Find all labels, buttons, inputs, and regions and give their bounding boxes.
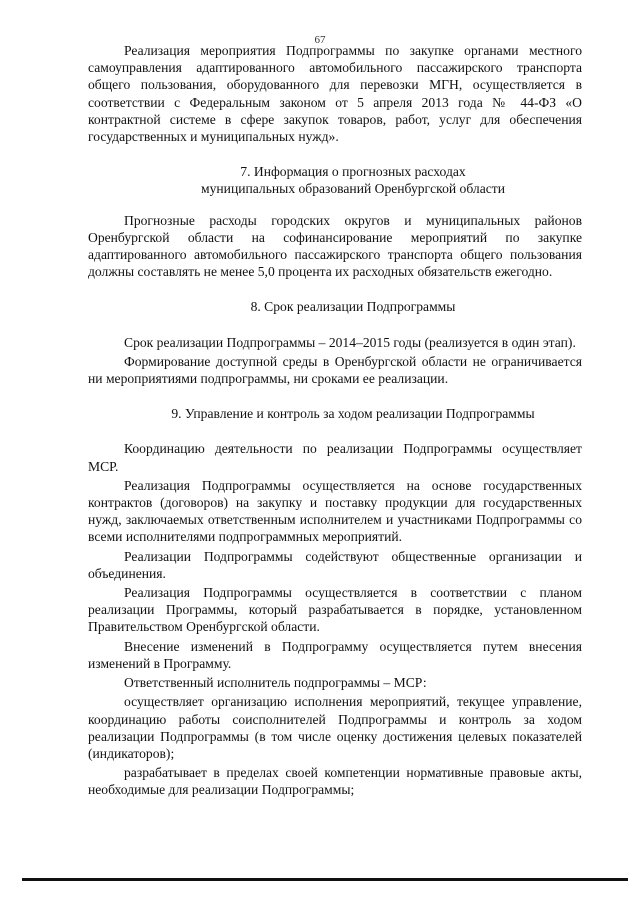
heading-line: 7. Информация о прогнозных расходах	[240, 164, 466, 180]
document-body	[88, 42, 582, 799]
paragraph: Прогнозные расходы городских округов и муниципальных районов Оренбургской области на софинансирование мероприятий по закупке адаптированного автомобильного пассажирского транспорта общего пользования должны составлять не менее 5,0 процента их расходных обязательств ежегодно.	[88, 212, 582, 280]
bottom-border-line	[22, 878, 628, 881]
paragraph: Формирование доступной среды в Оренбургской области не ограничивается ни мероприятиями подпрограммы, ни сроками ее реализации.	[88, 353, 582, 387]
paragraph: Реализация Подпрограммы осуществляется на основе государственных контрактов (договоров) на закупку и поставку продукции для государственных нужд, заключаемых ответственным исполнителем и участниками Подпрограммы со всеми исполнителями подпрограммных мероприятий.	[88, 477, 582, 545]
paragraph: Внесение изменений в Подпрограмму осуществляется путем внесения изменений в Программу.	[88, 638, 582, 671]
paragraph: Реализация Подпрограммы осуществляется в соответствии с планом реализации Программы, который разрабатывается в порядке, установленном Правительством Оренбургской области.	[88, 585, 582, 635]
page-number: 67	[314, 34, 326, 46]
section-heading-8	[88, 298, 582, 315]
heading-line: муниципальных образований Оренбургской области	[201, 181, 505, 197]
paragraph: Реализация мероприятия Подпрограммы по закупке органами местного самоуправления адаптированного автомобильного пассажирского транспорта общего пользования, оборудованного для перевозки МГН, осуществляется в соответствии с Федеральным законом от 5 апреля 2013 года № 44-ФЗ «О контрактной системе в сфере закупок товаров, работ, услуг для обеспечения государственных и муниципальных нужд».	[88, 43, 582, 145]
section-heading-9	[88, 405, 582, 422]
paragraph: осуществляет организацию исполнения мероприятий, текущее управление, координацию работы соисполнителей Подпрограммы и контроль за ходом реализации Подпрограммы (в том числе оценку достижения целевых показателей (индикаторов);	[88, 694, 582, 761]
paragraph: Срок реализации Подпрограммы – 2014–2015 годы (реализуется в один этап).	[124, 334, 576, 350]
heading-line: 8. Срок реализации Подпрограммы	[250, 299, 456, 315]
paragraph: Реализации Подпрограммы содействуют общественные организации и объединения.	[88, 548, 582, 581]
paragraph: Ответственный исполнитель подпрограммы – МСР:	[124, 675, 427, 691]
heading-line: 9. Управление и контроль за ходом реализации Подпрограммы	[171, 406, 535, 422]
paragraph: разрабатывает в пределах своей компетенции нормативные правовые акты, необходимые для реализации Подпрограммы;	[88, 765, 582, 798]
paragraph: Координацию деятельности по реализации Подпрограммы осуществляет МСР.	[88, 441, 582, 474]
section-heading-7	[88, 163, 582, 197]
